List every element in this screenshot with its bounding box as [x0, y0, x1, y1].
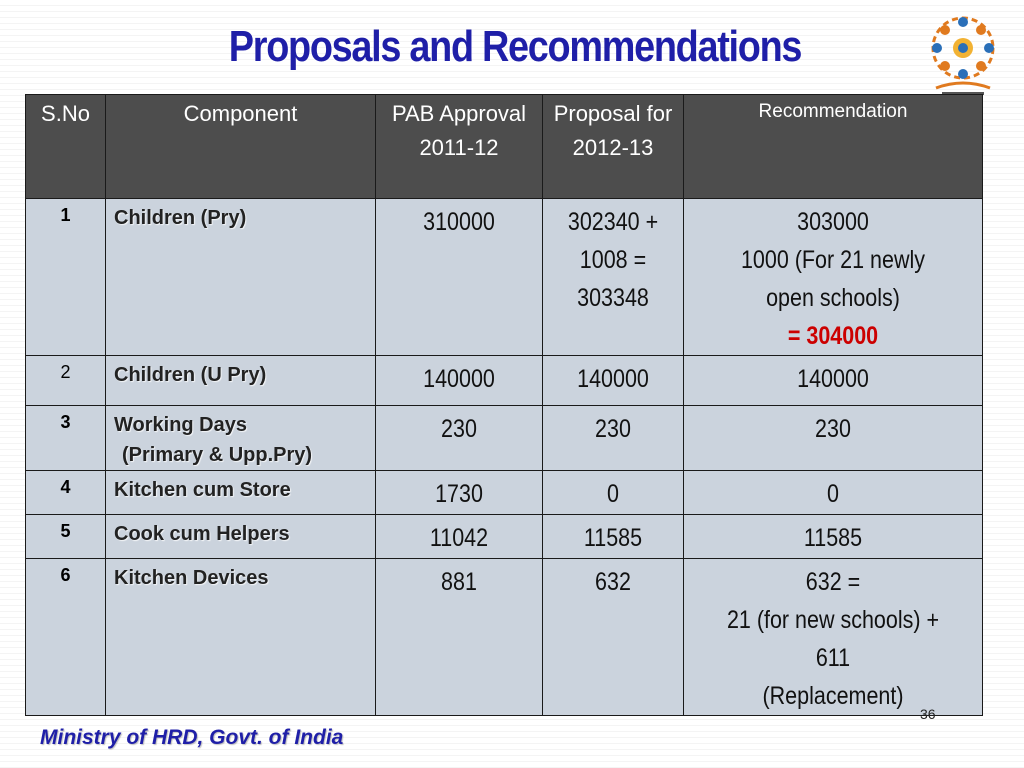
row-sno: 1: [26, 199, 106, 356]
row-component: Children (U Pry): [106, 356, 376, 406]
header-pab-approval: PAB Approval 2011-12: [376, 95, 543, 199]
row-proposal: 302340 + 1008 = 303348: [543, 199, 684, 356]
table-row: [26, 199, 983, 356]
table-row: [26, 471, 983, 515]
row-component: Kitchen Devices: [106, 559, 376, 716]
row-proposal: 230: [543, 406, 684, 471]
row-pab: 140000: [376, 356, 543, 406]
row-component: Cook cum Helpers: [106, 515, 376, 559]
table-row: [26, 515, 983, 559]
row-recommendation: 303000 1000 (For 21 newly open schools) = 304000: [684, 199, 983, 356]
slide-title: Proposals and Recommendations: [228, 22, 802, 71]
row-pab: 881: [376, 559, 543, 716]
row-recommendation: 140000: [684, 356, 983, 406]
table-row: [26, 406, 983, 471]
header-component: Component: [106, 95, 376, 199]
row-recommendation: 11585: [684, 515, 983, 559]
row-proposal: 632: [543, 559, 684, 716]
row-component: Kitchen cum Store: [106, 471, 376, 515]
header-proposal: Proposal for 2012-13: [543, 95, 684, 199]
row-component: Children (Pry): [106, 199, 376, 356]
row-pab: 11042: [376, 515, 543, 559]
row-pab: 230: [376, 406, 543, 471]
row-proposal: 11585: [543, 515, 684, 559]
row-sno: 6: [26, 559, 106, 716]
table-row: [26, 356, 983, 406]
row-pab: 310000: [376, 199, 543, 356]
proposals-table: [25, 94, 983, 716]
row-sno: 3: [26, 406, 106, 471]
row-component: Working Days (Primary & Upp.Pry): [106, 406, 376, 471]
row-recommendation: 230: [684, 406, 983, 471]
row-recommendation: 632 = 21 (for new schools) + 611 (Replacement): [684, 559, 983, 716]
row-component-sub: (Primary & Upp.Pry): [122, 444, 313, 466]
row-sno: 2: [26, 356, 106, 406]
header-sno: S.No: [26, 95, 106, 199]
row-pab: 1730: [376, 471, 543, 515]
row-sno: 5: [26, 515, 106, 559]
header-recommendation: Recommendation: [684, 95, 983, 199]
recommendation-total: = 304000: [787, 322, 879, 350]
table-row: [26, 559, 983, 716]
row-sno: 4: [26, 471, 106, 515]
page-number: 36: [920, 706, 936, 722]
footer-text: Ministry of HRD, Govt. of India: [40, 726, 344, 749]
row-proposal: 0: [543, 471, 684, 515]
row-recommendation: 0: [684, 471, 983, 515]
row-proposal: 140000: [543, 356, 684, 406]
mdm-logo-icon: [924, 12, 1002, 102]
